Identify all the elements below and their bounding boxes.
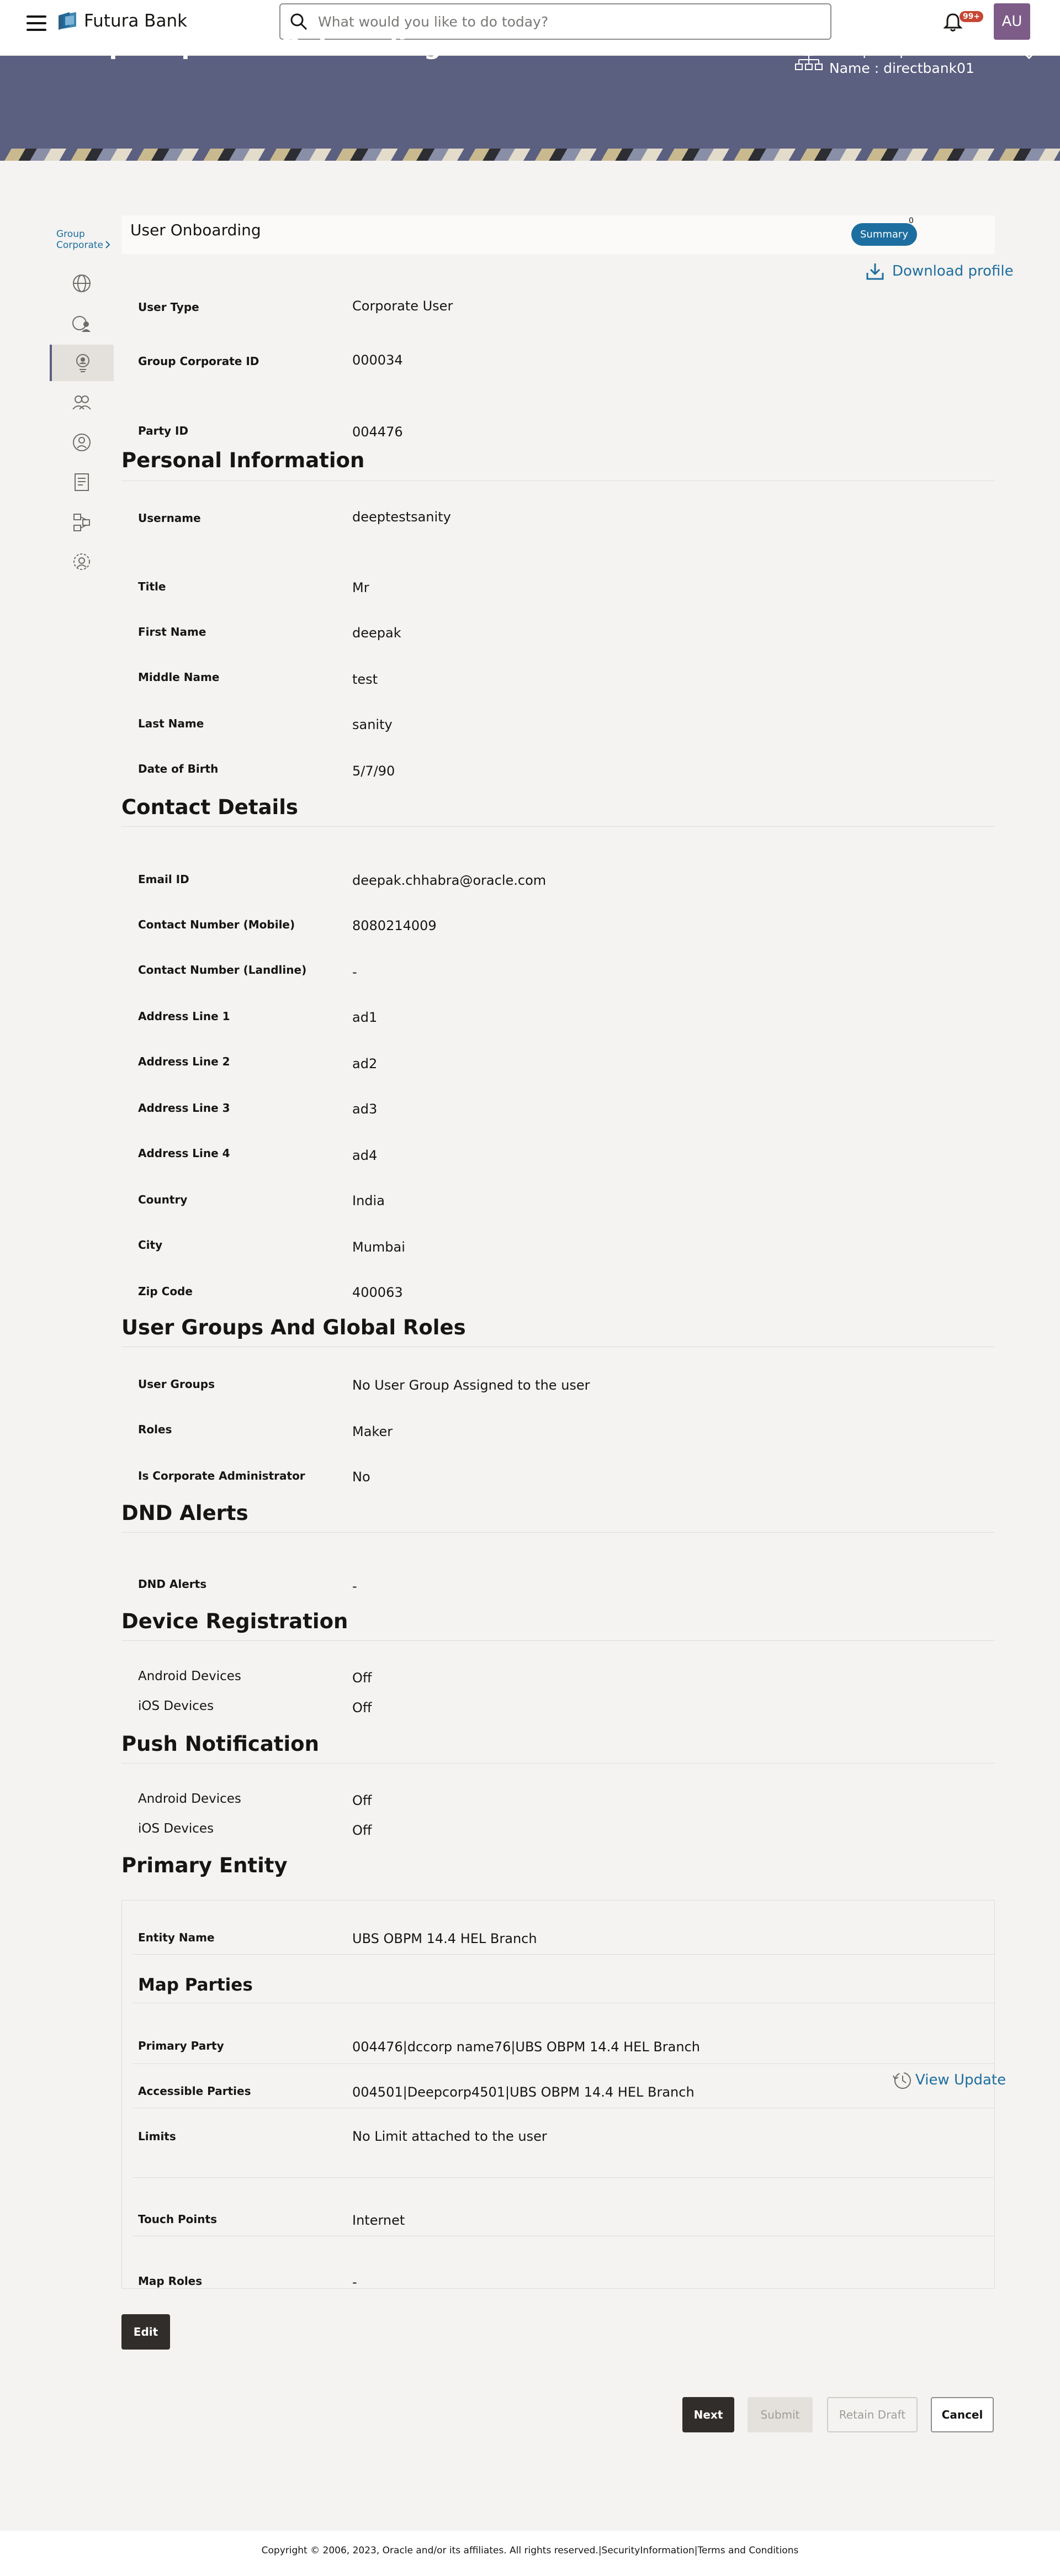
settings-users-icon xyxy=(71,551,93,573)
search-placeholder: What would you like to do today? xyxy=(318,13,549,30)
chevron-down-icon[interactable] xyxy=(1021,50,1037,61)
field-label: First Name xyxy=(138,625,206,638)
field-value: deepak xyxy=(352,625,401,641)
device-registration-heading: Device Registration xyxy=(121,1609,348,1633)
nav-global-user[interactable] xyxy=(50,305,114,341)
divider xyxy=(132,2063,995,2064)
map-parties-heading: Map Parties xyxy=(138,1975,253,1995)
corporate-info xyxy=(829,42,1030,77)
nav-settings[interactable] xyxy=(50,543,114,580)
download-profile-label: Download profile xyxy=(892,263,1014,279)
field-label: Contact Number (Mobile) xyxy=(138,918,295,931)
globe-icon xyxy=(71,272,93,294)
field-label: Address Line 3 xyxy=(138,1101,230,1115)
field-label: Address Line 2 xyxy=(138,1055,230,1068)
field-value: ad2 xyxy=(352,1056,378,1071)
field-label: Android Devices xyxy=(138,1792,241,1806)
field-value: 000034 xyxy=(352,352,403,368)
divider xyxy=(132,1954,995,1955)
document-list-icon xyxy=(71,471,93,493)
field-label: Roles xyxy=(138,1423,172,1436)
chevron-right-icon xyxy=(105,241,110,249)
retain-draft-button[interactable]: Retain Draft xyxy=(827,2397,918,2432)
field-label: City xyxy=(138,1238,163,1252)
field-label: Address Line 4 xyxy=(138,1147,230,1160)
field-label: Address Line 1 xyxy=(138,1010,230,1023)
contact-details-heading: Contact Details xyxy=(121,795,298,819)
nav-user-onboarding[interactable] xyxy=(50,345,114,381)
touch-points-value: Internet xyxy=(352,2213,405,2228)
field-value: Corporate User xyxy=(352,298,453,314)
field-value: Off xyxy=(352,1670,372,1686)
nav-support[interactable] xyxy=(50,424,114,461)
field-value: Maker xyxy=(352,1424,393,1439)
field-label: iOS Devices xyxy=(138,1822,214,1836)
field-value: Off xyxy=(352,1823,372,1838)
entity-name-label: Entity Name xyxy=(138,1931,215,1944)
cancel-button[interactable]: Cancel xyxy=(931,2397,994,2432)
organization-icon xyxy=(795,49,823,72)
field-value: 8080214009 xyxy=(352,918,437,933)
field-value: Mumbai xyxy=(352,1239,405,1255)
field-label: Party ID xyxy=(138,424,189,437)
corporate-id: Group Corporate ID : 000034 xyxy=(829,43,1030,59)
map-roles-label: Map Roles xyxy=(138,2274,203,2288)
download-icon xyxy=(866,262,884,281)
field-label: Contact Number (Landline) xyxy=(138,963,307,976)
field-value: deepak.chhabra@oracle.com xyxy=(352,873,547,888)
field-value: Off xyxy=(352,1793,372,1808)
field-label: Username xyxy=(138,511,201,525)
field-label: Title xyxy=(138,580,166,593)
divider xyxy=(121,826,995,827)
field-value: No xyxy=(352,1469,370,1485)
brand-logo[interactable] xyxy=(57,9,187,33)
field-label: Group Corporate ID xyxy=(138,355,259,368)
nav-breadcrumb[interactable]: Group Corporate xyxy=(56,229,103,251)
menu-icon[interactable] xyxy=(26,15,46,31)
field-value: 5/7/90 xyxy=(352,763,395,779)
entity-name-value: UBS OBPM 14.4 HEL Branch xyxy=(352,1931,537,1946)
field-label: iOS Devices xyxy=(138,1699,214,1713)
field-label: Last Name xyxy=(138,717,204,730)
limits-label: Limits xyxy=(138,2130,176,2143)
field-value: Mr xyxy=(352,580,369,595)
hierarchy-icon xyxy=(71,511,93,533)
accessible-parties-label: Accessible Parties xyxy=(138,2084,251,2098)
push-notification-heading: Push Notification xyxy=(121,1732,319,1756)
corporate-name: Name : directbank01 xyxy=(829,60,974,76)
notification-count-badge: 99+ xyxy=(960,11,983,22)
divider xyxy=(121,1640,995,1641)
field-value: ad3 xyxy=(352,1101,378,1117)
globe-user-icon xyxy=(71,312,93,334)
nav-documents[interactable] xyxy=(50,464,114,500)
field-label: DND Alerts xyxy=(138,1577,207,1591)
field-value: - xyxy=(352,1579,357,1594)
summary-marker: 0 xyxy=(909,217,914,225)
field-label: Zip Code xyxy=(138,1285,193,1298)
banner-pattern xyxy=(0,149,1060,161)
edit-button[interactable]: Edit xyxy=(121,2314,170,2350)
field-label: Email ID xyxy=(138,873,189,886)
user-avatar[interactable]: AU xyxy=(994,3,1030,40)
summary-button[interactable]: Summary xyxy=(851,223,917,246)
map-roles-value: - xyxy=(352,2274,357,2290)
divider xyxy=(121,1532,995,1533)
user-groups-heading: User Groups And Global Roles xyxy=(121,1316,466,1339)
submit-button[interactable]: Submit xyxy=(748,2397,813,2432)
limits-value: No Limit attached to the user xyxy=(352,2129,547,2144)
field-value: 004476 xyxy=(352,424,403,440)
field-label: Country xyxy=(138,1193,188,1206)
field-value: No User Group Assigned to the user xyxy=(352,1377,590,1393)
divider xyxy=(132,2177,995,2178)
accessible-parties-value: 004501|Deepcorp4501|UBS OBPM 14.4 HEL Branch xyxy=(352,2084,695,2100)
primary-entity-heading: Primary Entity xyxy=(121,1854,288,1877)
primary-party-value: 004476|dccorp name76|UBS OBPM 14.4 HEL Branch xyxy=(352,2039,700,2055)
history-icon xyxy=(891,2069,913,2091)
view-update-label: View Update xyxy=(915,2072,1006,2088)
nav-hierarchy[interactable] xyxy=(50,504,114,540)
field-label: User Groups xyxy=(138,1377,215,1391)
search-icon xyxy=(289,12,308,31)
personal-info-heading: Personal Information xyxy=(121,448,365,472)
field-value: 400063 xyxy=(352,1285,403,1300)
view-update-link[interactable] xyxy=(891,2069,1006,2091)
field-label: Middle Name xyxy=(138,671,220,684)
nav-globe[interactable] xyxy=(50,265,114,302)
field-value: India xyxy=(352,1193,385,1208)
field-label: Is Corporate Administrator xyxy=(138,1469,305,1482)
nav-user-groups[interactable] xyxy=(50,384,114,421)
section-title: User Onboarding xyxy=(130,221,261,239)
brand-name: Futura Bank xyxy=(84,11,188,31)
field-label: User Type xyxy=(138,300,199,314)
back-arrow-icon[interactable] xyxy=(12,33,29,57)
field-value: Off xyxy=(352,1700,372,1715)
user-badge-icon xyxy=(72,352,94,374)
field-value: test xyxy=(352,672,378,687)
field-value: deeptestsanity xyxy=(352,509,451,525)
field-value: ad4 xyxy=(352,1148,378,1163)
field-value: sanity xyxy=(352,717,393,732)
field-label: Android Devices xyxy=(138,1669,241,1683)
users-group-icon xyxy=(71,392,93,414)
footer-copyright: Copyright © 2006, 2023, Oracle and/or its affiliates. All rights reserved.|SecurityInformation|Terms and Conditions xyxy=(261,2545,799,2556)
download-profile-link[interactable] xyxy=(866,262,1014,281)
page-title: Group Corporate Onboarding xyxy=(43,32,441,60)
field-label: Date of Birth xyxy=(138,762,219,775)
field-value: ad1 xyxy=(352,1010,378,1025)
dnd-alerts-heading: DND Alerts xyxy=(121,1501,248,1525)
user-support-icon xyxy=(71,431,93,453)
primary-party-label: Primary Party xyxy=(138,2039,224,2052)
next-button[interactable]: Next xyxy=(682,2397,734,2432)
futura-bank-logo-icon xyxy=(57,11,77,31)
touch-points-label: Touch Points xyxy=(138,2213,217,2226)
divider xyxy=(121,1763,995,1764)
field-value: - xyxy=(352,964,357,980)
